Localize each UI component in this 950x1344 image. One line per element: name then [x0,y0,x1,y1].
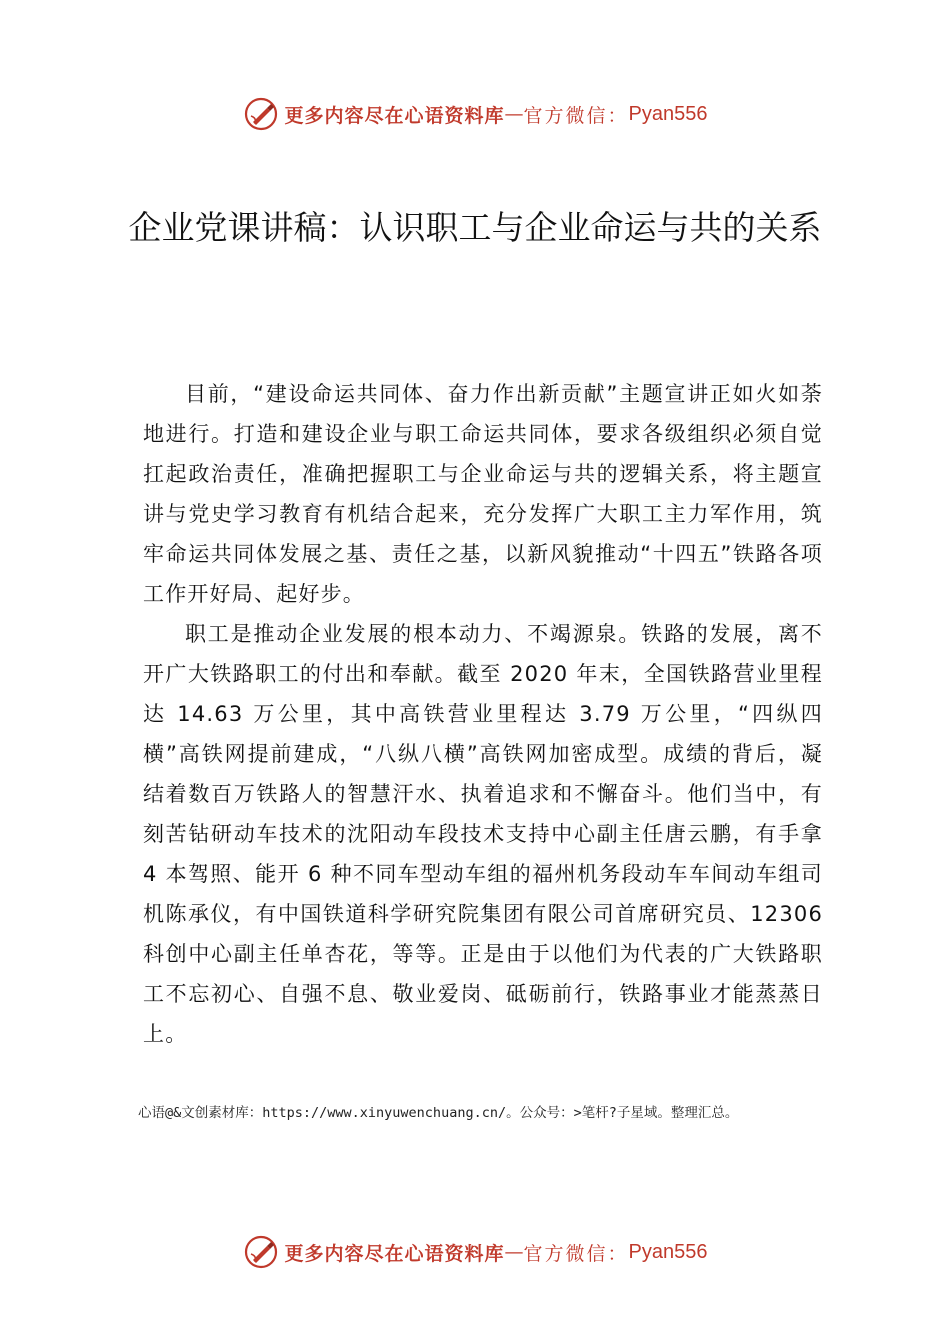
banner-wechat-id: Pyan556 [628,102,708,125]
footer-banner [0,1232,950,1272]
banner-wechat-id: Pyan556 [628,1240,708,1263]
banner-text: 更多内容尽在心语资料库 [284,104,505,127]
paragraph: 职工是推动企业发展的根本动力、不竭源泉。铁路的发展，离不开广大铁路职工的付出和奉献。截至 2020 年末，全国铁路营业里程达 14.63 万公里，其中高铁营业里程达 3.79 万公里，“四纵四横”高铁网提前建成，“八纵八横”高铁网加密成型。成绩的背后，凝结着数百万铁路人的智慧汗水、执着追求和不懈奋斗。他们当中，有刻苦钻研动车技术的沈阳动车段技术支持中心副主任唐云鹏，有手拿 4 本驾照、能开 6 种不同车型动车组的福州机务段动车车间动车组司机陈承仪，有中国铁道科学研究院集团有限公司首席研究员、12306 科创中心副主任单杏花，等等。正是由于以他们为代表的广大铁路职工不忘初心、自强不息、敬业爱岗、砥砺前行，铁路事业才能蒸蒸日上。 [143,622,823,1046]
document-body [143,374,823,1054]
document-title: 企业党课讲稿：认识职工与企业命运与共的关系 [128,208,822,247]
banner-text: 更多内容尽在心语资料库 [284,1242,505,1265]
paragraph: 目前，“建设命运共同体、奋力作出新贡献”主题宣讲正如火如荼地进行。打造和建设企业与职工命运共同体，要求各级组织必须自觉扛起政治责任，准确把握职工与企业命运与共的逻辑关系，将主题宣讲与党史学习教育有机结合起来，充分发挥广大职工主力军作用，筑牢命运共同体发展之基、责任之基，以新风貌推动“十四五”铁路各项工作开好局、起好步。 [143,382,823,606]
header-banner [0,94,950,134]
pen-nib-logo-icon [243,1234,279,1270]
pen-nib-logo-icon [243,96,279,132]
banner-wechat-label: 官方微信： [523,104,629,127]
banner-wechat-label: 官方微信： [523,1242,629,1265]
source-footer-note: 心语@&文创素材库：https://www.xinyuwenchuang.cn/。公众号：>笔杆?子星域。整理汇总。 [138,1105,739,1121]
banner-separator: — [504,1241,524,1263]
banner-separator: — [504,103,524,125]
